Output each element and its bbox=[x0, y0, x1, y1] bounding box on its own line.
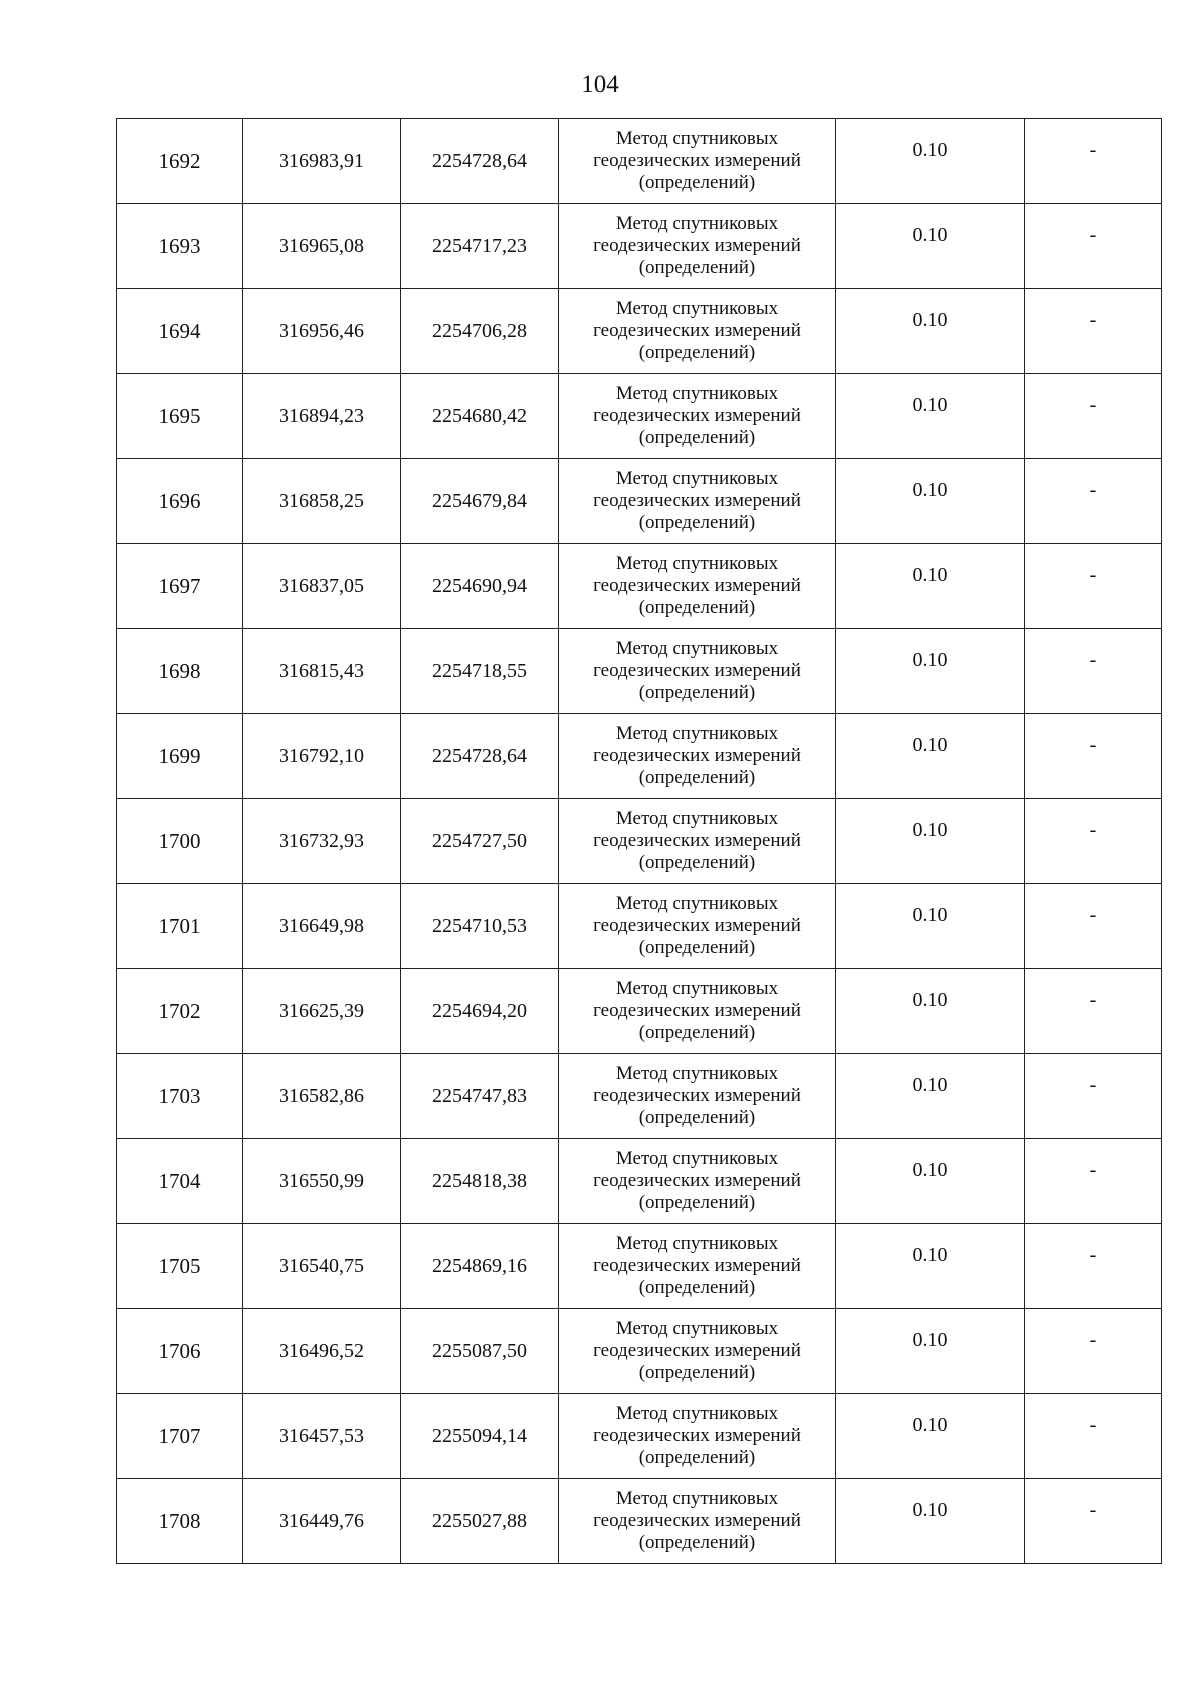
table-row bbox=[117, 1394, 1162, 1479]
method-line: Метод спутниковых bbox=[615, 1488, 779, 1509]
point-number-cell: 1695 bbox=[117, 374, 243, 459]
x-coordinate-cell: 316815,43 bbox=[243, 629, 401, 714]
method-line: Метод спутниковых bbox=[615, 893, 779, 914]
method-cell bbox=[559, 969, 836, 1054]
accuracy-cell: 0.10 bbox=[836, 629, 1025, 714]
point-number-cell: 1703 bbox=[117, 1054, 243, 1139]
table-row bbox=[117, 289, 1162, 374]
point-number-cell: 1692 bbox=[117, 119, 243, 204]
y-coordinate-cell: 2254680,42 bbox=[401, 374, 559, 459]
table-row bbox=[117, 1054, 1162, 1139]
point-number-cell: 1697 bbox=[117, 544, 243, 629]
method-line: геодезических измерений bbox=[593, 1425, 801, 1446]
table-row bbox=[117, 1224, 1162, 1309]
note-cell: - bbox=[1025, 714, 1162, 799]
method-line: геодезических измерений bbox=[593, 235, 801, 256]
coordinates-table bbox=[116, 118, 1162, 1564]
note-cell: - bbox=[1025, 1139, 1162, 1224]
accuracy-cell: 0.10 bbox=[836, 1224, 1025, 1309]
method-line: Метод спутниковых bbox=[615, 213, 779, 234]
method-line: (определений) bbox=[638, 682, 756, 703]
note-cell: - bbox=[1025, 544, 1162, 629]
point-number-cell: 1708 bbox=[117, 1479, 243, 1564]
accuracy-cell: 0.10 bbox=[836, 884, 1025, 969]
accuracy-cell: 0.10 bbox=[836, 1479, 1025, 1564]
table-row bbox=[117, 459, 1162, 544]
table-row bbox=[117, 629, 1162, 714]
point-number-cell: 1700 bbox=[117, 799, 243, 884]
method-line: геодезических измерений bbox=[593, 660, 801, 681]
point-number-cell: 1694 bbox=[117, 289, 243, 374]
method-line: Метод спутниковых bbox=[615, 1318, 779, 1339]
table-row bbox=[117, 1139, 1162, 1224]
method-line: геодезических измерений bbox=[593, 1255, 801, 1276]
method-line: (определений) bbox=[638, 597, 756, 618]
y-coordinate-cell: 2255027,88 bbox=[401, 1479, 559, 1564]
y-coordinate-cell: 2254690,94 bbox=[401, 544, 559, 629]
method-line: Метод спутниковых bbox=[615, 1063, 779, 1084]
x-coordinate-cell: 316956,46 bbox=[243, 289, 401, 374]
x-coordinate-cell: 316457,53 bbox=[243, 1394, 401, 1479]
method-cell bbox=[559, 1139, 836, 1224]
y-coordinate-cell: 2255094,14 bbox=[401, 1394, 559, 1479]
method-line: (определений) bbox=[638, 427, 756, 448]
note-cell: - bbox=[1025, 969, 1162, 1054]
method-line: Метод спутниковых bbox=[615, 638, 779, 659]
table-row bbox=[117, 969, 1162, 1054]
point-number-cell: 1698 bbox=[117, 629, 243, 714]
method-line: (определений) bbox=[638, 1362, 756, 1383]
method-cell bbox=[559, 884, 836, 969]
note-cell: - bbox=[1025, 374, 1162, 459]
method-line: Метод спутниковых bbox=[615, 1233, 779, 1254]
accuracy-cell: 0.10 bbox=[836, 459, 1025, 544]
accuracy-cell: 0.10 bbox=[836, 799, 1025, 884]
x-coordinate-cell: 316449,76 bbox=[243, 1479, 401, 1564]
method-cell bbox=[559, 459, 836, 544]
method-line: (определений) bbox=[638, 1022, 756, 1043]
method-line: (определений) bbox=[638, 767, 756, 788]
method-line: геодезических измерений bbox=[593, 1170, 801, 1191]
y-coordinate-cell: 2254728,64 bbox=[401, 119, 559, 204]
x-coordinate-cell: 316792,10 bbox=[243, 714, 401, 799]
accuracy-cell: 0.10 bbox=[836, 289, 1025, 374]
table-row bbox=[117, 884, 1162, 969]
accuracy-cell: 0.10 bbox=[836, 714, 1025, 799]
coordinates-table-body bbox=[117, 119, 1162, 1564]
y-coordinate-cell: 2254694,20 bbox=[401, 969, 559, 1054]
method-line: (определений) bbox=[638, 937, 756, 958]
method-line: (определений) bbox=[638, 1277, 756, 1298]
method-line: Метод спутниковых bbox=[615, 978, 779, 999]
y-coordinate-cell: 2255087,50 bbox=[401, 1309, 559, 1394]
method-line: Метод спутниковых bbox=[615, 723, 779, 744]
method-line: геодезических измерений bbox=[593, 1085, 801, 1106]
note-cell: - bbox=[1025, 1394, 1162, 1479]
method-line: Метод спутниковых bbox=[615, 1148, 779, 1169]
method-cell bbox=[559, 799, 836, 884]
table-row bbox=[117, 1479, 1162, 1564]
x-coordinate-cell: 316983,91 bbox=[243, 119, 401, 204]
method-line: геодезических измерений bbox=[593, 1340, 801, 1361]
method-line: (определений) bbox=[638, 257, 756, 278]
method-line: геодезических измерений bbox=[593, 150, 801, 171]
note-cell: - bbox=[1025, 799, 1162, 884]
method-cell bbox=[559, 204, 836, 289]
accuracy-cell: 0.10 bbox=[836, 204, 1025, 289]
method-line: (определений) bbox=[638, 1447, 756, 1468]
accuracy-cell: 0.10 bbox=[836, 544, 1025, 629]
table-row bbox=[117, 1309, 1162, 1394]
page-number: 104 bbox=[581, 71, 619, 98]
note-cell: - bbox=[1025, 629, 1162, 714]
point-number-cell: 1701 bbox=[117, 884, 243, 969]
y-coordinate-cell: 2254818,38 bbox=[401, 1139, 559, 1224]
x-coordinate-cell: 316625,39 bbox=[243, 969, 401, 1054]
method-line: Метод спутниковых bbox=[615, 468, 779, 489]
x-coordinate-cell: 316732,93 bbox=[243, 799, 401, 884]
method-line: геодезических измерений bbox=[593, 1000, 801, 1021]
note-cell: - bbox=[1025, 119, 1162, 204]
y-coordinate-cell: 2254728,64 bbox=[401, 714, 559, 799]
method-line: Метод спутниковых bbox=[615, 298, 779, 319]
accuracy-cell: 0.10 bbox=[836, 374, 1025, 459]
method-cell bbox=[559, 1054, 836, 1139]
note-cell: - bbox=[1025, 459, 1162, 544]
point-number-cell: 1705 bbox=[117, 1224, 243, 1309]
method-line: геодезических измерений bbox=[593, 745, 801, 766]
table-row bbox=[117, 799, 1162, 884]
note-cell: - bbox=[1025, 1479, 1162, 1564]
method-line: (определений) bbox=[638, 1107, 756, 1128]
method-line: (определений) bbox=[638, 852, 756, 873]
table-row bbox=[117, 374, 1162, 459]
point-number-cell: 1707 bbox=[117, 1394, 243, 1479]
x-coordinate-cell: 316496,52 bbox=[243, 1309, 401, 1394]
y-coordinate-cell: 2254718,55 bbox=[401, 629, 559, 714]
method-cell bbox=[559, 544, 836, 629]
method-line: Метод спутниковых bbox=[615, 808, 779, 829]
method-cell bbox=[559, 119, 836, 204]
point-number-cell: 1706 bbox=[117, 1309, 243, 1394]
method-line: Метод спутниковых bbox=[615, 128, 779, 149]
y-coordinate-cell: 2254710,53 bbox=[401, 884, 559, 969]
method-line: геодезических измерений bbox=[593, 1510, 801, 1531]
note-cell: - bbox=[1025, 204, 1162, 289]
x-coordinate-cell: 316649,98 bbox=[243, 884, 401, 969]
accuracy-cell: 0.10 bbox=[836, 969, 1025, 1054]
y-coordinate-cell: 2254869,16 bbox=[401, 1224, 559, 1309]
method-line: Метод спутниковых bbox=[615, 1403, 779, 1424]
y-coordinate-cell: 2254717,23 bbox=[401, 204, 559, 289]
accuracy-cell: 0.10 bbox=[836, 1054, 1025, 1139]
method-line: (определений) bbox=[638, 1192, 756, 1213]
y-coordinate-cell: 2254706,28 bbox=[401, 289, 559, 374]
point-number-cell: 1704 bbox=[117, 1139, 243, 1224]
table-row bbox=[117, 204, 1162, 289]
method-cell bbox=[559, 1479, 836, 1564]
x-coordinate-cell: 316858,25 bbox=[243, 459, 401, 544]
method-cell bbox=[559, 289, 836, 374]
table-row bbox=[117, 119, 1162, 204]
y-coordinate-cell: 2254679,84 bbox=[401, 459, 559, 544]
accuracy-cell: 0.10 bbox=[836, 1394, 1025, 1479]
note-cell: - bbox=[1025, 1224, 1162, 1309]
method-line: (определений) bbox=[638, 512, 756, 533]
y-coordinate-cell: 2254727,50 bbox=[401, 799, 559, 884]
method-line: геодезических измерений bbox=[593, 320, 801, 341]
note-cell: - bbox=[1025, 289, 1162, 374]
x-coordinate-cell: 316837,05 bbox=[243, 544, 401, 629]
method-line: геодезических измерений bbox=[593, 915, 801, 936]
accuracy-cell: 0.10 bbox=[836, 1139, 1025, 1224]
point-number-cell: 1699 bbox=[117, 714, 243, 799]
method-line: Метод спутниковых bbox=[615, 383, 779, 404]
method-line: (определений) bbox=[638, 342, 756, 363]
point-number-cell: 1702 bbox=[117, 969, 243, 1054]
method-line: геодезических измерений bbox=[593, 575, 801, 596]
method-line: Метод спутниковых bbox=[615, 553, 779, 574]
method-cell bbox=[559, 1309, 836, 1394]
note-cell: - bbox=[1025, 1054, 1162, 1139]
method-cell bbox=[559, 629, 836, 714]
y-coordinate-cell: 2254747,83 bbox=[401, 1054, 559, 1139]
x-coordinate-cell: 316540,75 bbox=[243, 1224, 401, 1309]
x-coordinate-cell: 316965,08 bbox=[243, 204, 401, 289]
table-row bbox=[117, 714, 1162, 799]
x-coordinate-cell: 316894,23 bbox=[243, 374, 401, 459]
x-coordinate-cell: 316550,99 bbox=[243, 1139, 401, 1224]
note-cell: - bbox=[1025, 884, 1162, 969]
note-cell: - bbox=[1025, 1309, 1162, 1394]
method-cell bbox=[559, 714, 836, 799]
method-cell bbox=[559, 1394, 836, 1479]
method-line: геодезических измерений bbox=[593, 405, 801, 426]
method-line: геодезических измерений bbox=[593, 490, 801, 511]
method-cell bbox=[559, 374, 836, 459]
accuracy-cell: 0.10 bbox=[836, 1309, 1025, 1394]
method-line: геодезических измерений bbox=[593, 830, 801, 851]
method-line: (определений) bbox=[638, 172, 756, 193]
method-cell bbox=[559, 1224, 836, 1309]
table-row bbox=[117, 544, 1162, 629]
accuracy-cell: 0.10 bbox=[836, 119, 1025, 204]
method-line: (определений) bbox=[638, 1532, 756, 1553]
point-number-cell: 1696 bbox=[117, 459, 243, 544]
x-coordinate-cell: 316582,86 bbox=[243, 1054, 401, 1139]
point-number-cell: 1693 bbox=[117, 204, 243, 289]
